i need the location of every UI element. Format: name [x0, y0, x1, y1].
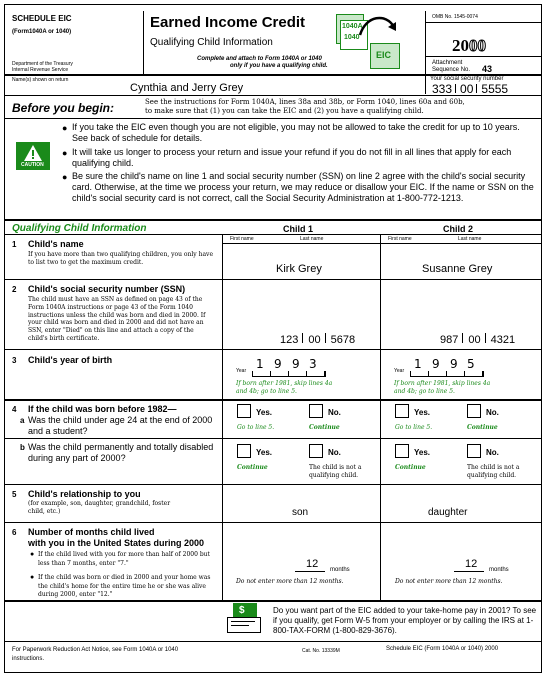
child2-4b-no-checkbox[interactable] [467, 444, 481, 458]
child1-header: Child 1 [283, 224, 314, 234]
attachment-label: Attachment [432, 60, 463, 66]
header-divider-left [143, 11, 144, 74]
line6-title-1: Number of months child lived [28, 527, 155, 537]
line4a-text: Was the child under age 24 at the end of 2000 and a student? [28, 415, 213, 436]
caution-bullet-3: Be sure the child's name on line 1 and social security number (SSN) on line 2 agree with the child's social security card. Otherwise, at the time we process your return, we may reduce or disallow your EIC. If the name or SSN on the child's social security card is not correct, call the Social Security Administration at 1-800-772-1213. [72, 171, 534, 203]
form-1040-icon: 1040A 1040 [336, 14, 372, 60]
attach-instruction-2: only if you have a qualifying child. [230, 63, 328, 69]
child1-months[interactable]: 12 [306, 558, 319, 570]
child1-ssn[interactable]: 123 00 5678 [280, 334, 356, 346]
ssn-label: Your social security number [430, 76, 504, 82]
line5-text: (for example, son, daughter, grandchild, foster child, etc.) [28, 500, 171, 515]
section-title: Qualifying Child Information [12, 223, 147, 234]
sequence-number: 43 [482, 64, 493, 74]
attach-instruction-1: Complete and attach to Form 1040A or 1040 [197, 56, 322, 62]
child2-months[interactable]: 12 [465, 558, 478, 570]
child1-4b-yes-checkbox[interactable] [237, 444, 251, 458]
line3-title: Child's year of birth [28, 355, 113, 365]
child2-4a-no-checkbox[interactable] [467, 404, 481, 418]
paperwork-notice: For Paperwork Reduction Act Notice, see Form 1040A or 1040 instructions. [12, 647, 179, 662]
catalog-number: Cat. No. 13339M [302, 648, 340, 654]
omb-number: OMB No. 1545-0074 [432, 14, 478, 20]
child1-name[interactable]: Kirk Grey [276, 263, 322, 275]
child2-header: Child 2 [443, 224, 474, 234]
form-title: Earned Income Credit [150, 14, 306, 31]
line1-text: If you have more than two qualifying children, you only have to list two to get the maximum credit. [28, 251, 213, 266]
line4b-text: Was the child permanently and totally disabled during any part of 2000? [28, 442, 214, 463]
caution-bullet-2: It will take us longer to process your return and issue your refund if you do not fill in all lines that apply for each qualifying child. [72, 147, 512, 168]
footer-schedule: Schedule EIC (Form 1040A or 1040) 2000 [386, 646, 499, 652]
advance-eic-text: Do you want part of the EIC added to your take-home pay in 2001? To see if you qualify, get Form W-5 from your employer or by calling the IRS at 1-800-TAX-FORM (1-800-829-3676). [273, 606, 537, 635]
taxpayer-names[interactable]: Cynthia and Jerry Grey [130, 82, 244, 94]
line2-text: The child must have an SSN as defined on page 43 of the Form 1040A instructions or page 43 of the Form 1040 instructions unless the child was born and died in 2000. If your child was born and died in 2000 and did not have an SSN, enter "Died" on this line and attach a copy of the child's birth certificate. [28, 296, 206, 342]
caution-bullet-1: If you take the EIC even though you are not eligible, you may not be allowed to take the credit for up to 10 years. See back of schedule for details. [72, 122, 520, 143]
form-reference: (Form1040A or 1040) [12, 29, 72, 35]
before-text-1: See the instructions for Form 1040A, lines 38a and 38b, or Form 1040, lines 60a and 60b, [145, 98, 465, 106]
child1-4b-no-checkbox[interactable] [309, 444, 323, 458]
line1-title: Child's name [28, 239, 84, 249]
child2-ssn[interactable]: 987 00 4321 [440, 334, 516, 346]
sequence-label: Sequence No. [432, 67, 471, 73]
line2-title: Child's social security number (SSN) [28, 284, 186, 294]
department-line2: Internal Revenue Service [12, 67, 69, 73]
child2-4b-yes-checkbox[interactable] [395, 444, 409, 458]
child1-relationship[interactable]: son [292, 507, 309, 518]
arrow-icon [356, 11, 400, 41]
eic-schedule-icon: EIC [370, 43, 400, 69]
taxpayer-ssn[interactable]: 333 00 5555 [432, 82, 509, 96]
line6-title-2: with you in the United States during 2000 [28, 538, 205, 548]
form-subtitle: Qualifying Child Information [150, 37, 273, 48]
line5-title: Child's relationship to you [28, 489, 141, 499]
child2-name[interactable]: Susanne Grey [422, 263, 493, 275]
tax-year: 2000 [452, 36, 486, 55]
schedule-eic-form: SCHEDULE EIC (Form1040A or 1040) Department of the Treasury Internal Revenue Service Earned Income Credit Qualifying Child Information Complete and attach to Form 1040A or 1040 only if you have a qualifying child. 1040A 1040 EIC OMB No. 1545-0074 2000 Attachment Sequence No. 43 Name(s) shown on return Cynthia and Jerry Grey Your social security number 333 00 5555 Before you begin: See the instructions for Form 1040A, lines 38a and 38b, or Form 1040, lines 60a and 60b, to make sure that (1) you can take the EIC and (2) you have a qualifying child. CAUTION ● If you take the EIC even though you are not eligible, you may not be allowed to take the credit for up to 10 years. See back of schedule for details. ● It will take us longer to process your return and issue your refund if you do not fill in all lines that apply for each qualifying child. ● Be sure the child's name on line 1 and social security number (SSN) on line 2 agree with the child's social security card. Otherwise, at the time we process your return, we may reduce or disallow your EIC. If the name or SSN on the child's social security card is not correct, call the Social Security Administration at 1-800-772-1213. Qualifying Child Information Child 1 Child 2 1 Child's name If you have more than two qualifying children, you only have to list two to get the maximum credit. First name Last name First name Last name Kirk Grey Susanne Grey 2 Child's social security number (SSN) The child must have an SSN as defined on page 43 of the Form 1040A instructions or page 43 of the Form 1040 instructions unless the child was born and died in 2000. If your child was born and died in 2000 and did not have an SSN, enter "Died" on this line and attach a copy of the child's birth certificate. 123 00 5678 987 00 4321 3 Child's year of birth Year 1 9 9 3 If born after 1981, skip lines 4a and 4b; go to line 5. Year 1 9 9 5 If born after 1981, skip lines 4a and 4b; go to line 5. 4 If the child was born before 1982— a Was the child under age 24 at the end of 2000 and a student? Yes. No. Go to line 5. Continue Yes. No. Go to line 5. Continue b Was the child permanently and totally disabled during any part of 2000? Yes. No. Continue The child is not a qualifying child. Yes. No. Continue The child is not a qualifying child. 5 Child's relationship to you (for example, son, daughter, grandchild, foster child, etc.) son daughter 6 Number of months child lived with you in the United States during 2000 ● If the child lived with you for more than half of 2000 but less than 7 months, enter "7." ● If the child was born or died in 2000 and your home was the child's home for the entire time he or she was alive during 2000, enter "12." 12 months Do not enter more than 12 months. 12 months Do not enter more than 12 months. $ Do you want part of the EIC added to your take-home pay in 2001? To see if you qualify, get Form W-5 from your employer or by calling the IRS at 1-800-TAX-FORM (1-800-829-3676). For Paperwork Reduction Act Notice, see Form 1040A or 1040 instructions. Cat. No. 13339M Schedule EIC (Form 1040A or 1040) 2000 [0, 0, 547, 679]
line6-bullet-1: If the child lived with you for more than half of 2000 but less than 7 months, enter "7." [38, 551, 210, 567]
caution-icon: CAUTION [16, 142, 50, 170]
schedule-label: SCHEDULE EIC [12, 14, 72, 23]
child1-4a-no-checkbox[interactable] [309, 404, 323, 418]
header-divider-right [425, 11, 426, 74]
department-line1: Department of the Treasury [12, 61, 73, 67]
line4-title: If the child was born before 1982— [28, 404, 177, 414]
child2-relationship[interactable]: daughter [428, 507, 468, 518]
money-tip-icon: $ [223, 603, 263, 635]
child2-4a-yes-checkbox[interactable] [395, 404, 409, 418]
line6-bullet-2: If the child was born or died in 2000 and your home was the child's home for the entire time he or she was alive during 2000, enter "12." [38, 574, 211, 598]
before-text-2: to make sure that (1) you can take the EIC and (2) you have a qualifying child. [145, 107, 424, 115]
before-you-begin-label: Before you begin: [12, 101, 115, 115]
names-label: Name(s) shown on return [12, 77, 69, 83]
child1-4a-yes-checkbox[interactable] [237, 404, 251, 418]
